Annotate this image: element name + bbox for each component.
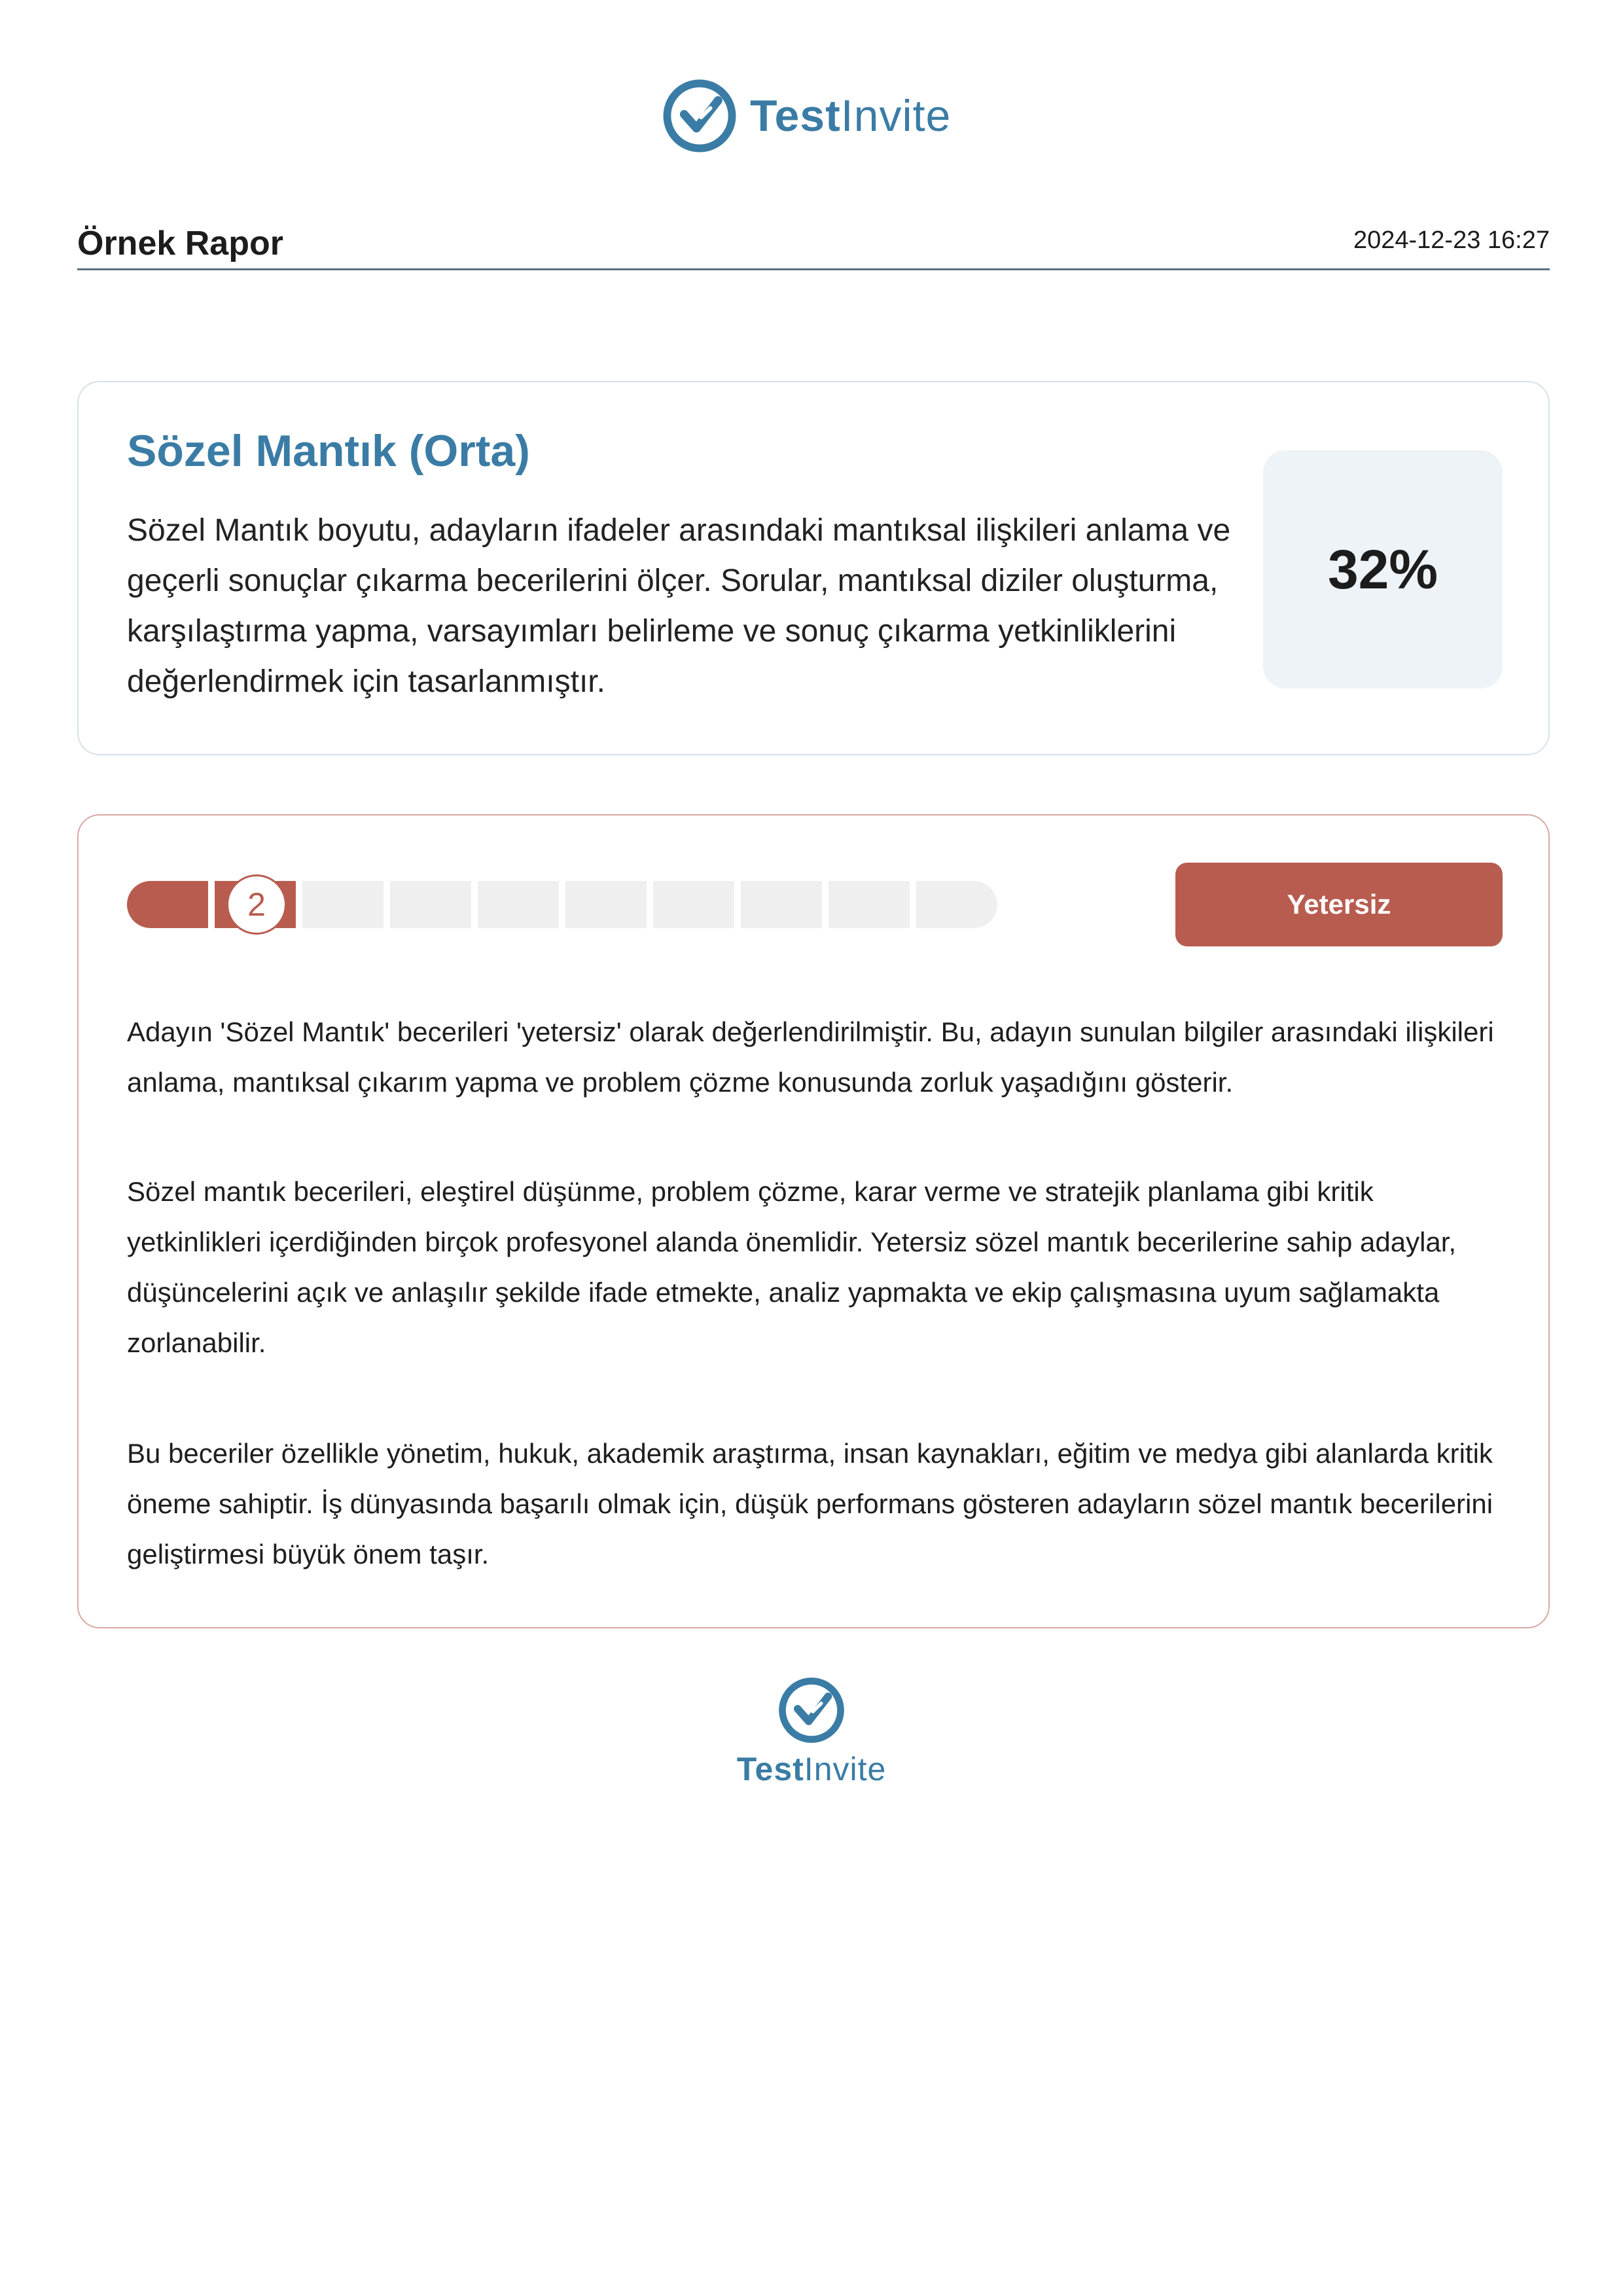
level-segment bbox=[478, 881, 559, 928]
report-title: Örnek Rapor bbox=[77, 224, 283, 262]
dimension-card bbox=[77, 381, 1550, 755]
dimension-description: Sözel Mantık boyutu, adayların ifadeler arasındaki mantıksal ilişkileri anlama ve geçerli sonuçlar çıkarma becerilerini ölçer. Sorular, mantıksal diziler oluşturma, karşılaştırma yapma, varsayımları belirleme ve sonuç çıkarma yetkinliklerini değerlendirmek için tasarlanmıştır. bbox=[127, 513, 1231, 699]
report-date: 2024-12-23 16:27 bbox=[1353, 226, 1550, 254]
dimension-title: Sözel Mantık (Orta) bbox=[127, 426, 530, 476]
level-segment bbox=[653, 881, 734, 928]
score-box bbox=[1263, 450, 1503, 689]
level-segment bbox=[127, 881, 208, 928]
check-badge-icon bbox=[661, 77, 738, 154]
brand-wordmark: TestInvite bbox=[750, 91, 952, 141]
level-segment bbox=[741, 881, 822, 928]
check-badge-icon bbox=[777, 1676, 846, 1745]
brand-logo bbox=[661, 73, 969, 158]
level-marker: 2 bbox=[226, 874, 287, 935]
level-segment bbox=[829, 881, 910, 928]
level-segment bbox=[565, 881, 647, 928]
score-value: 32% bbox=[1327, 538, 1438, 600]
brand-wordmark: TestInvite bbox=[736, 1751, 887, 1787]
level-segment bbox=[302, 881, 383, 928]
rating-badge: Yetersiz bbox=[1175, 863, 1503, 946]
result-card bbox=[77, 814, 1550, 1628]
level-segment bbox=[916, 881, 997, 928]
level-segment bbox=[390, 881, 471, 928]
result-paragraph: Adayın 'Sözel Mantık' becerileri 'yetersiz' olarak değerlendirilmiştir. Bu, adayın sunulan bilgiler arasındaki ilişkileri anlama, mantıksal çıkarım yapma ve problem çözme konusunda zorluk yaşadığını gösterir. bbox=[127, 1016, 1494, 1098]
header-divider bbox=[77, 268, 1550, 270]
result-paragraph: Bu beceriler özellikle yönetim, hukuk, akademik araştırma, insan kaynakları, eğitim ve medya gibi alanlarda kritik öneme sahiptir. İş dünyasında başarılı olmak için, düşük performans gösteren adayların sözel mantık becerilerini geliştirmesi büyük önem taşır. bbox=[127, 1438, 1493, 1570]
result-paragraph: Sözel mantık becerileri, eleştirel düşünme, problem çözme, karar verme ve stratejik planlama gibi kritik yetkinlikleri içerdiğinden birçok profesyonel alanda önemlidir. Yetersiz sözel mantık becerilerine sahip adaylar, düşüncelerini açık ve anlaşılır şekilde ifade etmekte, analiz yapmakta ve ekip çalışmasına uyum sağlamakta zorlanabilir. bbox=[127, 1176, 1457, 1358]
footer-logo bbox=[713, 1676, 910, 1788]
